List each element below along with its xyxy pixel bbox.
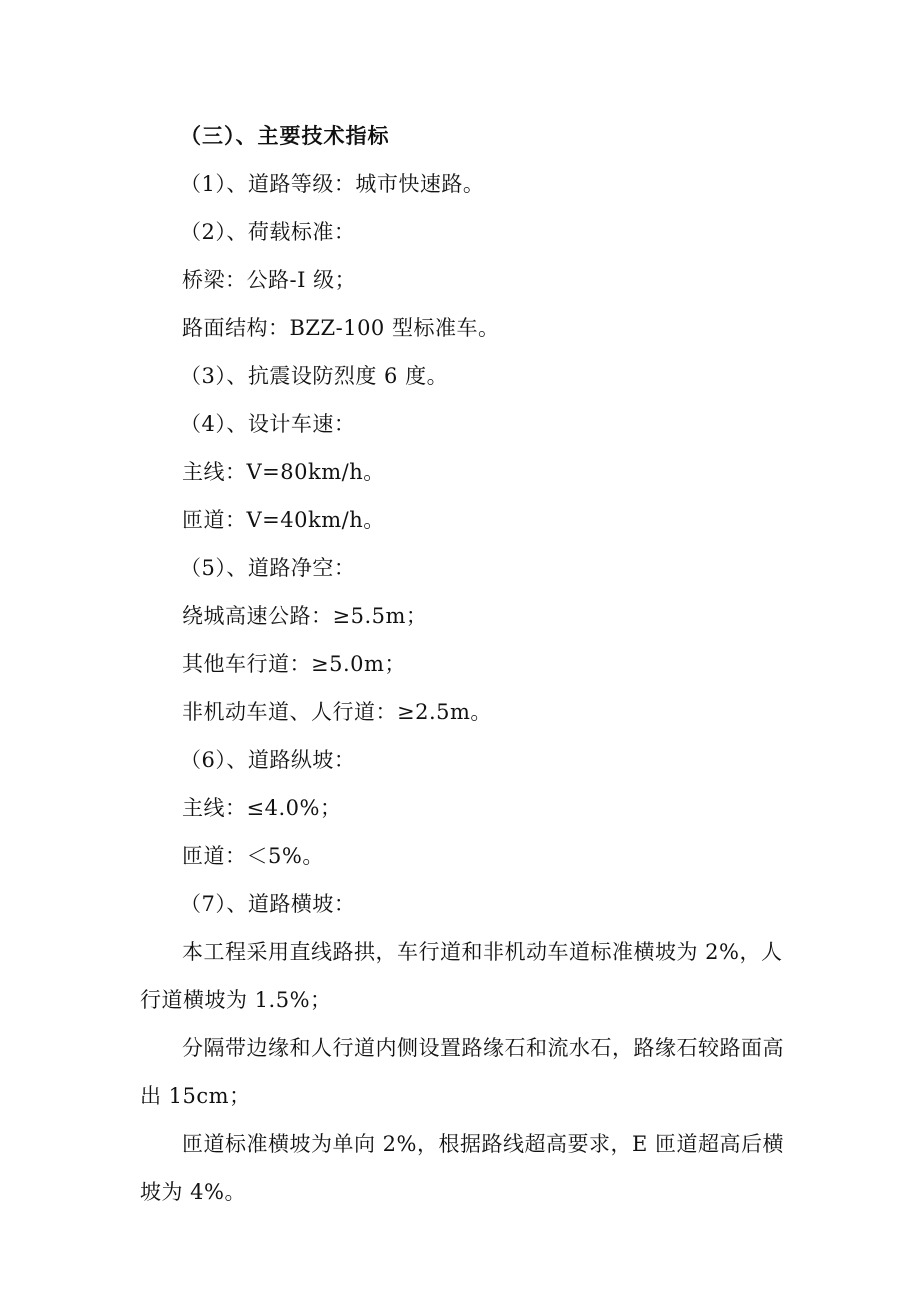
longitudinal-slope-item: （6）、道路纵坡： [180,748,356,772]
nonmotor-clearance: 非机动车道、人行道：≥2.5m。 [182,700,492,724]
ramp-slope: 匝道：＜5%。 [182,844,324,868]
expressway-clearance: 绕城高速公路：≥5.5m； [182,604,428,628]
paragraph-2-line-1: 分隔带边缘和人行道内侧设置路缘石和流水石，路缘石较路面高 [182,1036,784,1060]
section-heading: （三）、主要技术指标 [180,123,390,148]
other-lane-clearance: 其他车行道：≥5.0m； [182,652,406,676]
pavement-structure-line: 路面结构：BZZ-100 型标准车。 [182,316,500,340]
paragraph-1-line-1: 本工程采用直线路拱，车行道和非机动车道标准横坡为 2%，人 [182,940,783,964]
paragraph-3-line-2: 坡为 4%。 [140,1180,246,1204]
seismic-intensity-item: （3）、抗震设防烈度 6 度。 [180,364,449,388]
ramp-speed: 匝道：V=40km/h。 [182,508,385,532]
design-speed-item: （4）、设计车速： [180,412,356,436]
main-line-slope: 主线：≤4.0%； [182,796,342,820]
clearance-item: （5）、道路净空： [180,556,356,580]
main-line-speed: 主线：V=80km/h。 [182,460,385,484]
paragraph-2-line-2: 出 15cm； [140,1084,251,1108]
bridge-load-line: 桥梁：公路-I 级； [182,268,357,292]
cross-slope-item: （7）、道路横坡： [180,892,356,916]
load-standard-item: （2）、荷载标准： [180,220,356,244]
paragraph-1-line-2: 行道横坡为 1.5%； [140,988,332,1012]
road-grade-item: （1）、道路等级：城市快速路。 [180,172,485,196]
paragraph-3-line-1: 匝道标准横坡为单向 2%，根据路线超高要求，E 匝道超高后横 [182,1132,784,1156]
